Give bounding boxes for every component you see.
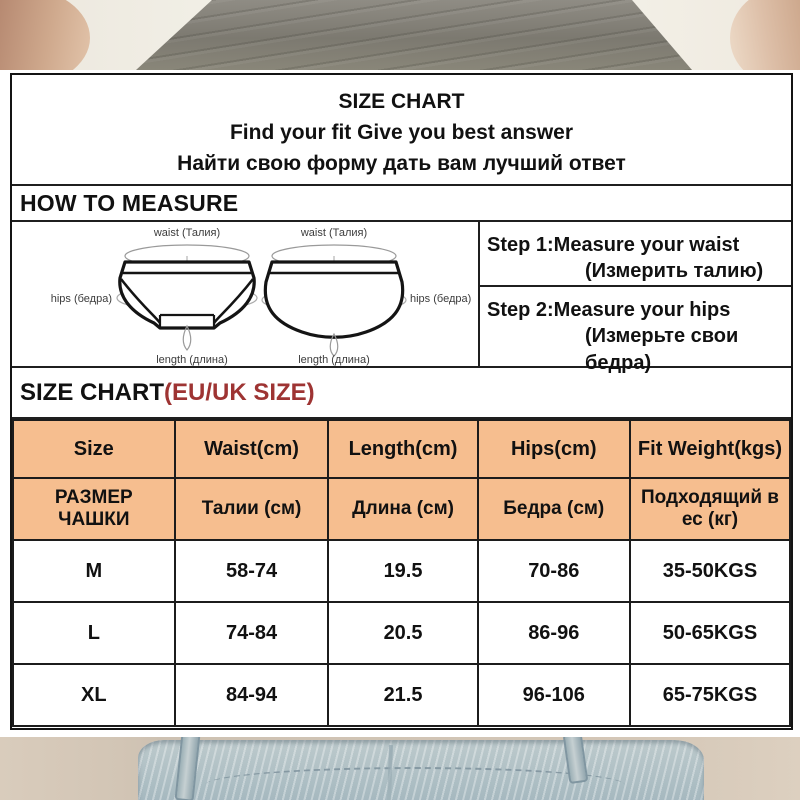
cell-hips: 96-106 — [478, 664, 630, 726]
waist-label-back: waist (Талия) — [300, 227, 368, 239]
measure-section — [12, 222, 791, 374]
size-table — [12, 419, 791, 727]
step-2-text-ru: (Измерьте свои бедра) — [585, 325, 739, 374]
cell-weight: 35-50KGS — [630, 540, 790, 602]
panty-diagram-svg — [12, 222, 478, 368]
panty-diagrams — [12, 222, 478, 368]
tank-top-shape — [0, 0, 800, 70]
col-length-ru: Длина (см) — [328, 478, 477, 540]
model-right-arm — [730, 0, 800, 70]
table-row-l — [13, 602, 790, 664]
step-2-text-en: Step 2:Measure your hips — [487, 299, 731, 321]
col-hips-ru: Бедра (см) — [478, 478, 630, 540]
cell-length: 21.5 — [328, 664, 477, 726]
cell-waist: 84-94 — [175, 664, 329, 726]
table-header-ru — [13, 478, 790, 540]
cell-hips: 70-86 — [478, 540, 630, 602]
step-1-text-ru: (Измерить талию) — [585, 260, 764, 282]
cell-size: M — [13, 540, 175, 602]
table-row-xl — [13, 664, 790, 726]
cell-waist: 58-74 — [175, 540, 329, 602]
model-photo-top — [0, 0, 800, 70]
table-header-en — [13, 420, 790, 478]
step-2 — [480, 287, 791, 377]
size-chart-panel — [10, 73, 793, 730]
jeans-photo-bottom — [0, 737, 800, 800]
col-waist-ru: Талии (см) — [175, 478, 329, 540]
how-to-measure-section — [12, 186, 791, 222]
length-label-back: length (длина) — [298, 354, 370, 366]
table-row-m — [13, 540, 790, 602]
size-chart-title: SIZE CHART — [20, 378, 164, 406]
page-title: SIZE CHART — [338, 90, 465, 113]
subtitle-ru: Найти свою форму дать вам лучший ответ — [177, 152, 626, 175]
cell-size: L — [13, 602, 175, 664]
cell-hips: 86-96 — [478, 602, 630, 664]
col-waist: Waist(cm) — [175, 420, 329, 478]
cell-length: 19.5 — [328, 540, 477, 602]
waist-label-front: waist (Талия) — [153, 227, 221, 239]
subtitle-en: Find your fit Give you best answer — [229, 121, 574, 144]
header-section — [12, 75, 791, 186]
cell-weight: 50-65KGS — [630, 602, 790, 664]
length-label-front: length (длина) — [156, 354, 228, 366]
col-size: Size — [13, 420, 175, 478]
cell-size: XL — [13, 664, 175, 726]
how-to-measure-title: HOW TO MEASURE — [20, 189, 239, 216]
col-weight-ru: Подходящий в ес (кг) — [630, 478, 790, 540]
size-chart-title-region: (EU/UK SIZE) — [164, 378, 315, 406]
measure-steps — [478, 222, 791, 374]
step-1-text-en: Step 1:Measure your waist — [487, 234, 740, 256]
col-hips: Hips(cm) — [478, 420, 630, 478]
step-1 — [480, 222, 791, 287]
cell-length: 20.5 — [328, 602, 477, 664]
hips-label-front: hips (бедра) — [50, 293, 112, 305]
col-length: Length(cm) — [328, 420, 477, 478]
col-size-ru: РАЗМЕР ЧАШКИ — [13, 478, 175, 540]
hips-label-back: hips (бедра) — [410, 293, 472, 305]
model-left-arm — [0, 0, 90, 70]
cell-weight: 65-75KGS — [630, 664, 790, 726]
col-weight: Fit Weight(kgs) — [630, 420, 790, 478]
cell-waist: 74-84 — [175, 602, 329, 664]
